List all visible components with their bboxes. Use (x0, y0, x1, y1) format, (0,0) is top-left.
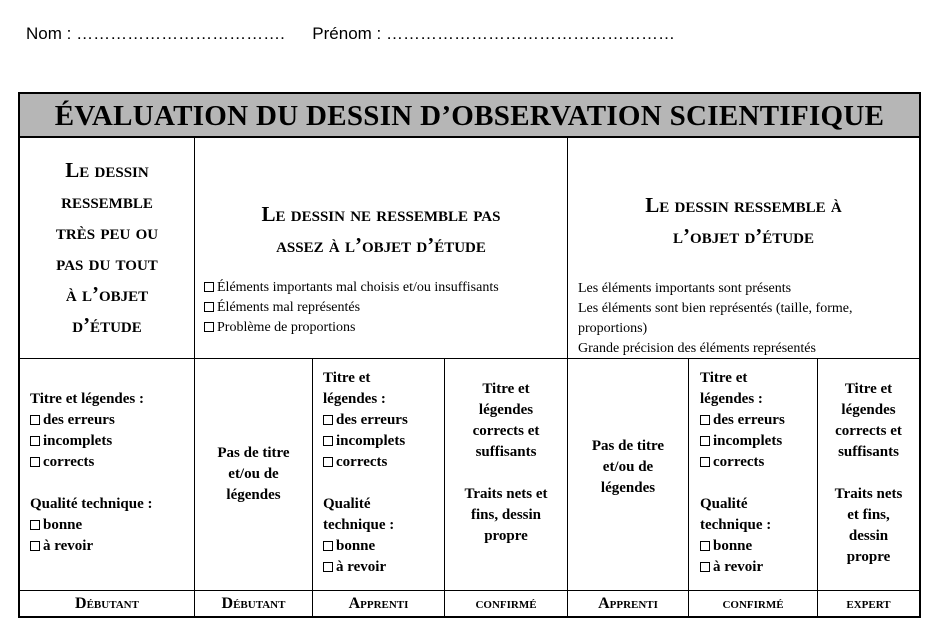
option: des erreurs (323, 410, 444, 431)
category-2-heading: assez à l’objet d’étude (276, 233, 486, 257)
checkbox-icon[interactable] (204, 282, 214, 292)
criteria-line: Titre et (482, 381, 530, 397)
category-3-item: proportions) (578, 321, 648, 336)
criteria-line: et/ou de (602, 459, 654, 475)
category-3-item: Les éléments importants sont présents (578, 281, 792, 296)
level-3: Apprenti (313, 591, 445, 616)
criteria-quality-label: technique : (323, 517, 395, 533)
option: bonne (700, 536, 817, 557)
checkbox-icon[interactable] (700, 457, 710, 467)
criteria-quality-label: technique : (700, 517, 772, 533)
criteria-line: Pas de titre (591, 438, 665, 454)
checkbox-icon[interactable] (323, 415, 333, 425)
checkbox-icon[interactable] (700, 562, 710, 572)
level-6: confirmé (689, 591, 818, 616)
option: incomplets (700, 431, 817, 452)
criteria-7 (818, 359, 919, 591)
criteria-quality-label: Qualité (323, 496, 371, 512)
checkbox-icon[interactable] (323, 457, 333, 467)
level-1: Débutant (20, 591, 195, 616)
level-5: Apprenti (568, 591, 689, 616)
criteria-line: et fins, (847, 507, 890, 523)
criteria-title-label: Titre et (700, 370, 748, 386)
criteria-line: légendes (226, 487, 281, 503)
criteria-3 (313, 359, 445, 591)
category-2-item: Problème de proportions (204, 318, 499, 338)
criteria-quality-label: Qualité technique : (30, 496, 153, 512)
criteria-line: corrects et (472, 423, 540, 439)
criteria-line: Titre et (844, 381, 893, 397)
criteria-line: suffisants (838, 444, 899, 460)
criteria-line: Traits nets (834, 486, 903, 502)
checkbox-icon[interactable] (700, 415, 710, 425)
level-4: confirmé (445, 591, 568, 616)
checkbox-icon[interactable] (204, 302, 214, 312)
criteria-title-label: légendes : (700, 391, 763, 407)
criteria-line: propre (846, 549, 891, 565)
criteria-2 (195, 359, 313, 591)
category-3-item: Les éléments sont bien représentés (taille, forme, (578, 301, 853, 316)
category-3 (568, 138, 919, 359)
category-1-line: Le dessin (65, 158, 149, 182)
option: des erreurs (700, 410, 817, 431)
criteria-line: fins, dessin (470, 507, 542, 523)
category-1-line: d’étude (72, 313, 142, 337)
checkbox-icon[interactable] (700, 436, 710, 446)
category-1-line: très peu ou (55, 220, 159, 244)
checkbox-icon[interactable] (700, 541, 710, 551)
criteria-6 (689, 359, 818, 591)
option: incomplets (323, 431, 444, 452)
option: corrects (323, 452, 444, 473)
criteria-4 (445, 359, 568, 591)
checkbox-icon[interactable] (323, 562, 333, 572)
option: à revoir (30, 536, 194, 557)
level-7: expert (846, 595, 891, 612)
nom-field[interactable]: ………………………………. (76, 24, 285, 43)
prenom-field[interactable]: …………………………………………… (386, 24, 675, 43)
criteria-quality-label: Qualité (700, 496, 748, 512)
category-2-item: Éléments importants mal choisis et/ou insuffisants (204, 278, 499, 298)
criteria-line: Pas de titre (217, 445, 290, 461)
category-3-heading: l’objet d’étude (673, 224, 814, 248)
criteria-5 (568, 359, 689, 591)
checkbox-icon[interactable] (30, 457, 40, 467)
criteria-line: suffisants (475, 444, 537, 460)
category-3-item: Grande précision des éléments représentés (578, 341, 816, 356)
category-1-line: ressemble (61, 189, 153, 213)
criteria-title-label: légendes : (323, 391, 386, 407)
criteria-1 (20, 359, 195, 591)
category-1 (20, 138, 195, 359)
criteria-title-label: Titre et (323, 370, 371, 386)
criteria-line: corrects et (835, 423, 902, 439)
option: à revoir (323, 557, 444, 578)
option: à revoir (700, 557, 817, 578)
checkbox-icon[interactable] (30, 520, 40, 530)
nom-label: Nom : (26, 24, 72, 43)
checkbox-icon[interactable] (30, 436, 40, 446)
category-3-heading: Le dessin ressemble à (645, 193, 842, 217)
prenom-label: Prénom : (312, 24, 382, 43)
category-2-heading: Le dessin ne ressemble pas (261, 202, 501, 226)
criteria-line: légendes (478, 402, 534, 418)
criteria-line: et/ou de (228, 466, 279, 482)
checkbox-icon[interactable] (204, 322, 214, 332)
option: bonne (30, 515, 194, 536)
category-2 (195, 138, 568, 359)
checkbox-icon[interactable] (30, 415, 40, 425)
checkbox-icon[interactable] (30, 541, 40, 551)
option: des erreurs (30, 410, 194, 431)
checkbox-icon[interactable] (323, 541, 333, 551)
criteria-line: Traits nets et (464, 486, 548, 502)
criteria-line: dessin (848, 528, 889, 544)
criteria-line: légendes (841, 402, 896, 418)
option: corrects (700, 452, 817, 473)
criteria-title-label: Titre et légendes : (30, 391, 145, 407)
evaluation-grid (18, 92, 921, 618)
student-header (26, 24, 675, 44)
category-1-line: pas du tout (56, 251, 158, 275)
grid-title: ÉVALUATION DU DESSIN D’OBSERVATION SCIENTIFIQUE (20, 94, 919, 138)
option: bonne (323, 536, 444, 557)
criteria-line: propre (484, 528, 528, 544)
category-1-line: à l’objet (65, 282, 149, 306)
level-2: Débutant (195, 591, 313, 616)
option: corrects (30, 452, 194, 473)
option: incomplets (30, 431, 194, 452)
checkbox-icon[interactable] (323, 436, 333, 446)
category-2-item: Éléments mal représentés (204, 298, 499, 318)
criteria-line: légendes (600, 480, 656, 496)
